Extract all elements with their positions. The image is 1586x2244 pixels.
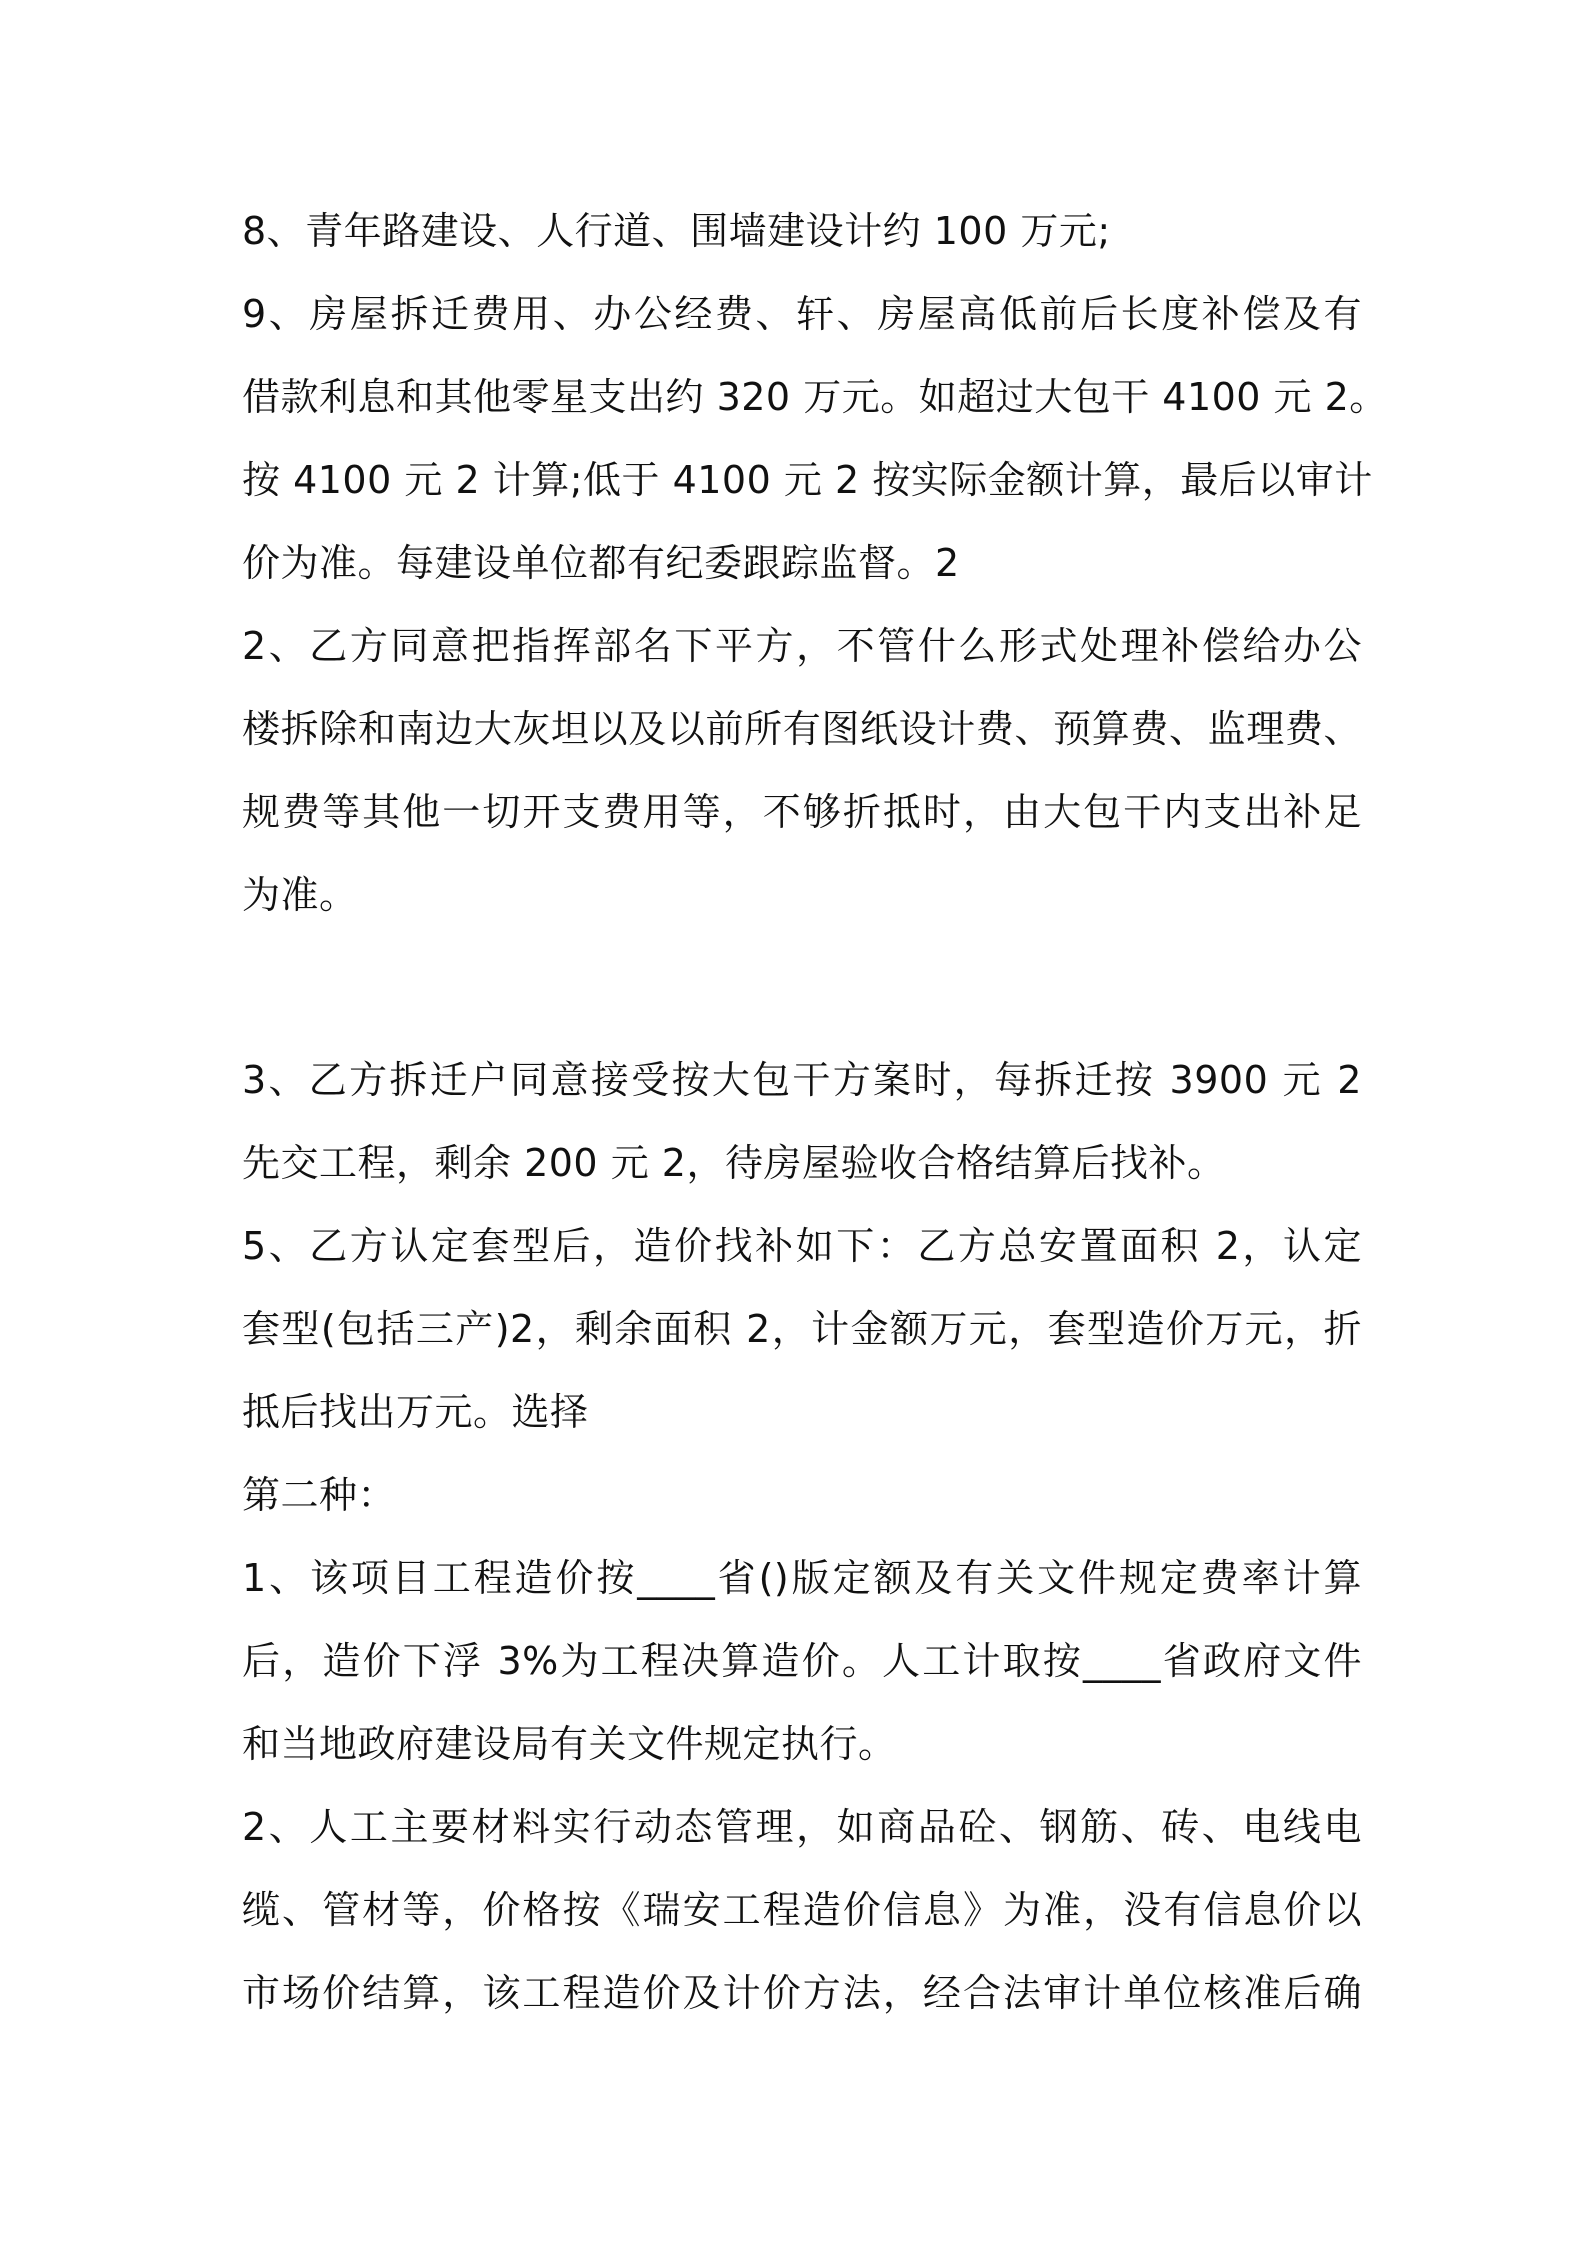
text-line-5: 价为准。每建设单位都有纪委跟踪监督。2: [242, 541, 960, 585]
text-line-18: 和当地政府建设局有关文件规定执行。: [242, 1722, 897, 1766]
text-line-3: 借款利息和其他零星支出约 320 万元。如超过大包干 4100 元 2。: [242, 375, 1388, 419]
paragraph-gap: [242, 937, 1362, 1039]
text-line-17: 后，造价下浮 3%为工程决算造价。人工计取按____省政府文件: [242, 1639, 1362, 1683]
text-line-11: 先交工程，剩余 200 元 2，待房屋验收合格结算后找补。: [242, 1141, 1226, 1185]
text-line-19: 2、人工主要材料实行动态管理，如商品砼、钢筋、砖、电线电: [242, 1805, 1362, 1849]
text-line-2: 9、房屋拆迁费用、办公经费、轩、房屋高低前后长度补偿及有: [242, 292, 1362, 336]
text-line-4: 按 4100 元 2 计算;低于 4100 元 2 按实际金额计算，最后以审计: [242, 458, 1373, 502]
text-line-9: 为准。: [242, 873, 358, 917]
text-line-6: 2、乙方同意把指挥部名下平方，不管什么形式处理补偿给办公: [242, 624, 1362, 668]
text-line-14: 抵后找出万元。选择: [242, 1390, 589, 1434]
text-line-16: 1、该项目工程造价按____省()版定额及有关文件规定费率计算: [242, 1556, 1362, 1600]
text-line-13: 套型(包括三产)2，剩余面积 2，计金额万元，套型造价万元，折: [242, 1307, 1362, 1351]
text-line-1: 8、青年路建设、人行道、围墙建设计约 100 万元;: [242, 209, 1111, 253]
text-line-12: 5、乙方认定套型后，造价找补如下：乙方总安置面积 2，认定: [242, 1224, 1362, 1268]
text-line-15: 第二种：: [242, 1473, 397, 1517]
text-line-8: 规费等其他一切开支费用等，不够折抵时，由大包干内支出补足: [242, 790, 1362, 834]
text-line-7: 楼拆除和南边大灰坦以及以前所有图纸设计费、预算费、监理费、: [242, 707, 1362, 751]
text-line-10: 3、乙方拆迁户同意接受按大包干方案时，每拆迁按 3900 元 2: [242, 1058, 1362, 1102]
text-line-20: 缆、管材等，价格按《瑞安工程造价信息》为准，没有信息价以: [242, 1888, 1362, 1932]
document-body: [242, 190, 1388, 2035]
text-line-21: 市场价结算，该工程造价及计价方法，经合法审计单位核准后确: [242, 1971, 1362, 2015]
